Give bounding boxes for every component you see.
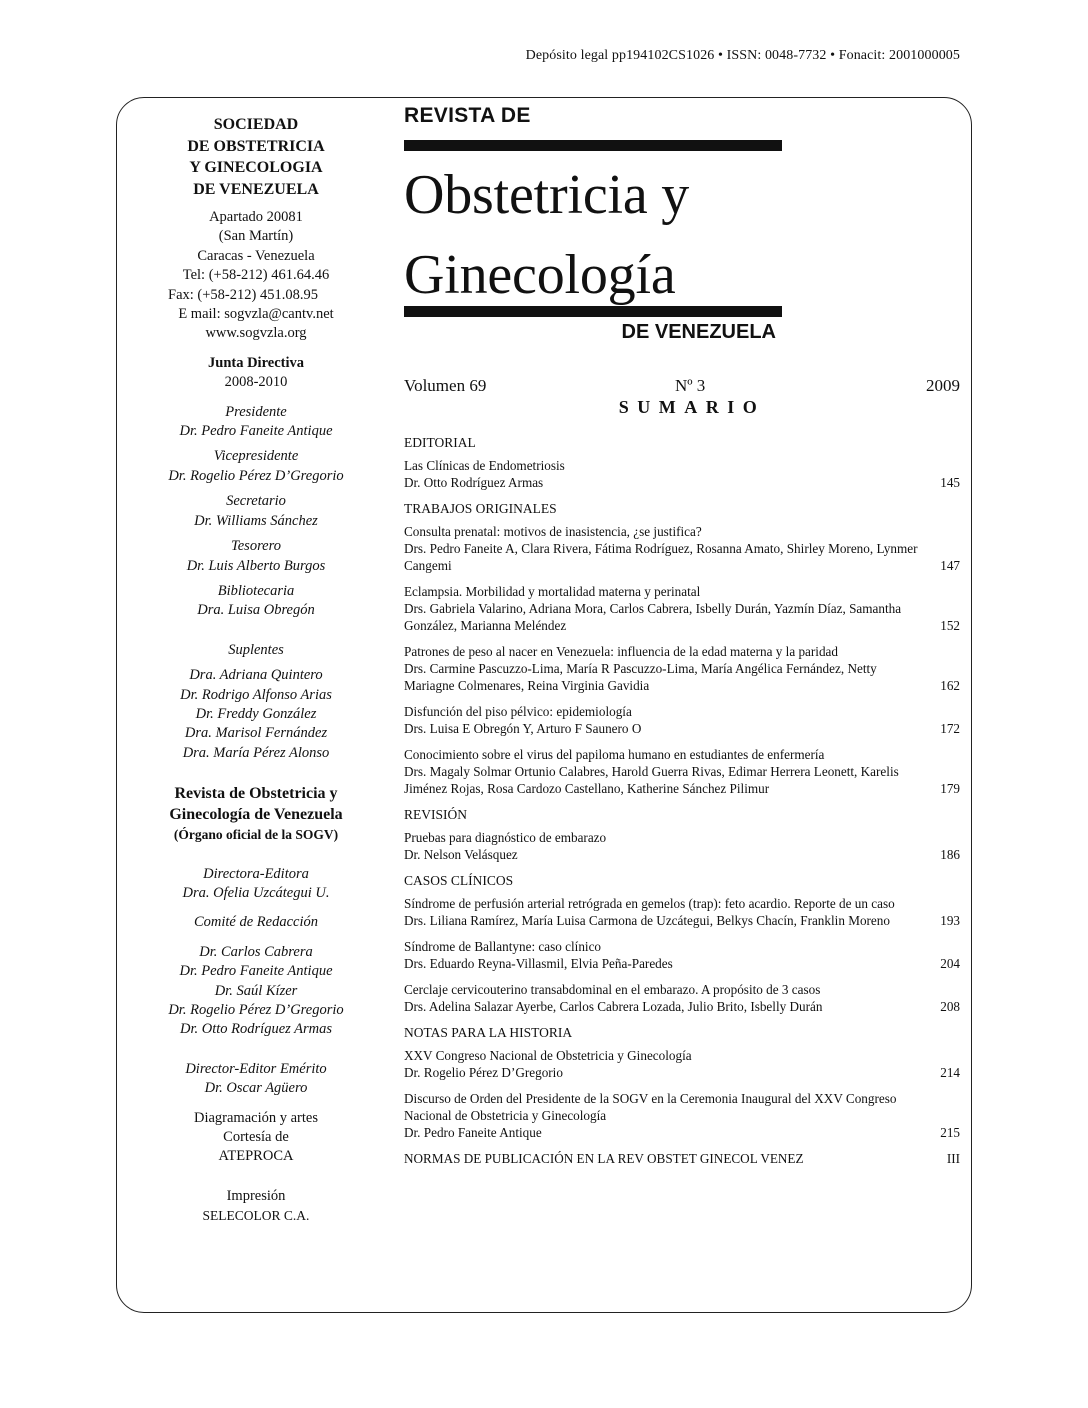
toc-entry-page: 204 — [940, 956, 960, 971]
suplente-name: Dr. Rodrigo Alfonso Arias — [180, 686, 332, 703]
emeritus-role: Director-Editor Emérito — [185, 1060, 327, 1077]
toc-section-heading: REVISIÓN — [404, 807, 467, 822]
masthead-title-line1: Obstetricia y — [404, 164, 690, 226]
toc-entry-title: Las Clínicas de Endometriosis — [404, 458, 565, 473]
officer-role: Presidente — [225, 403, 287, 420]
committee-member: Dr. Rogelio Pérez D’Gregorio — [168, 1002, 344, 1018]
design-credit: Diagramación y artes Cortesía de ATEPROCA — [193, 1109, 318, 1165]
masthead-bottom-bar — [404, 306, 782, 317]
contact-line: Fax: (+58-212) 451.08.95 — [168, 286, 318, 303]
toc-entry-title: Patrones de peso al nacer en Venezuela: influencia de la edad materna y la paridad — [404, 644, 839, 659]
toc-entry — [404, 829, 960, 863]
masthead-revista-de: REVISTA DE — [404, 104, 531, 127]
toc-entry — [404, 523, 960, 574]
toc-entry — [404, 457, 960, 491]
committee-member: Dr. Saúl Kízer — [214, 982, 298, 999]
contact-line: Tel: (+58-212) 461.64.46 — [182, 267, 330, 284]
toc-entry — [404, 1047, 960, 1081]
toc-entry-page: 145 — [940, 475, 960, 490]
toc-entry — [404, 981, 960, 1015]
toc-section-heading: EDITORIAL — [404, 435, 476, 450]
officer-name: Dr. Williams Sánchez — [194, 512, 318, 529]
suplente-name: Dra. Marisol Fernández — [184, 725, 328, 742]
masthead-title-line2: Ginecología — [404, 244, 676, 306]
board-years: 2008-2010 — [224, 374, 288, 391]
suplente-name: Dra. Adriana Quintero — [189, 667, 323, 684]
toc-entry-page: 186 — [940, 847, 960, 862]
printing-title: Impresión — [226, 1187, 286, 1204]
toc-entry-title: Disfunción del piso pélvico: epidemiología — [404, 704, 632, 719]
toc-entry-page: 208 — [940, 999, 960, 1014]
toc-entry-title: Síndrome de perfusión arterial retrógrada en gemelos (trap): feto acardio. Reporte de un caso — [404, 896, 895, 911]
toc-entry-authors: Dr. Otto Rodríguez Armas — [404, 475, 544, 490]
toc-entry-authors: Drs. Gabriela Valarino, Adriana Mora, Carlos Cabrera, Isbelly Durán, Yazmín Díaz, Samantha González, Marianna Meléndez — [404, 601, 902, 633]
toc-entry — [404, 1090, 960, 1141]
journal-name: Revista de Obstetricia y Ginecología de Venezuela — [169, 785, 343, 824]
issue-volume: Volumen 69 — [404, 376, 487, 395]
toc-section-heading: NOTAS PARA LA HISTORIA — [404, 1025, 573, 1040]
committee-member: Dr. Carlos Cabrera — [199, 943, 313, 960]
toc-entry-page: 193 — [940, 913, 960, 928]
issue-number: Nº 3 — [675, 376, 706, 395]
editor-role: Directora-Editora — [203, 865, 309, 882]
toc-entry — [404, 895, 960, 929]
toc-entry-page: 214 — [940, 1065, 960, 1080]
toc-entry-page: 215 — [940, 1125, 960, 1140]
officer-name: Dra. Luisa Obregón — [197, 602, 315, 619]
committee-member: Dr. Pedro Faneite Antique — [179, 963, 333, 980]
contact-line: (San Martín) — [218, 228, 294, 245]
society-name: SOCIEDAD DE OBSTETRICIA Y GINECOLOGIA DE VENEZUELA — [187, 116, 325, 198]
society-contact — [120, 208, 392, 344]
board-title: Junta Directiva — [208, 354, 304, 371]
toc-entry — [404, 703, 960, 737]
contact-website: www.sogvzla.org — [205, 325, 307, 342]
editor-name: Dra. Ofelia Uzcátegui U. — [182, 884, 330, 901]
toc-entry-title: Discurso de Orden del Presidente de la SOGV en la Ceremonia Inaugural del XXV Congreso Nacional de Obstetricia y Ginecología — [404, 1091, 897, 1123]
officer-role: Secretario — [226, 493, 286, 510]
table-of-contents — [404, 434, 960, 1173]
toc-entry-title: Pruebas para diagnóstico de embarazo — [404, 830, 607, 845]
toc-entry-title: Consulta prenatal: motivos de inasistencia, ¿se justifica? — [404, 524, 702, 539]
toc-entry-title: Eclampsia. Morbilidad y mortalidad materna y perinatal — [404, 584, 701, 599]
toc-entry-authors: Drs. Adelina Salazar Ayerbe, Carlos Cabrera Lozada, Julio Brito, Isbelly Durán — [404, 999, 823, 1014]
masthead-de-venezuela: DE VENEZUELA — [621, 321, 776, 343]
contact-line: Caracas - Venezuela — [197, 247, 315, 264]
toc-entry-title: XXV Congreso Nacional de Obstetricia y Ginecología — [404, 1048, 692, 1063]
toc-entry-page: 179 — [940, 781, 960, 796]
printing-name: SELECOLOR C.A. — [202, 1208, 310, 1224]
sidebar — [120, 114, 392, 1226]
officer-name: Dr. Luis Alberto Burgos — [186, 557, 326, 574]
toc-entry-page: 152 — [940, 618, 960, 633]
legal-line: Depósito legal pp194102CS1026 • ISSN: 0048-7732 • Fonacit: 2001000005 — [525, 48, 960, 63]
toc-entry-page: 147 — [940, 558, 960, 573]
journal-organ: (Órgano oficial de la SOGV) — [173, 827, 339, 843]
toc-entry-authors: Drs. Eduardo Reyna-Villasmil, Elvia Peña-Paredes — [404, 956, 673, 971]
masthead-top-bar — [404, 140, 782, 151]
toc-entry-authors: Dr. Pedro Faneite Antique — [404, 1125, 542, 1140]
toc-entry-page: 162 — [940, 678, 960, 693]
issue-year: 2009 — [926, 376, 960, 395]
toc-entry — [404, 643, 960, 694]
officer-name: Dr. Rogelio Pérez D’Gregorio — [168, 467, 344, 484]
toc-entry-authors: Drs. Liliana Ramírez, María Luisa Carmona de Uzcátegui, Belkys Chacín, Franklin Moreno — [404, 913, 890, 928]
toc-entry — [404, 583, 960, 634]
suplente-name: Dra. María Pérez Alonso — [182, 744, 330, 761]
toc-entry-authors: Dr. Nelson Velásquez — [404, 847, 518, 862]
officer-role: Vicepresidente — [213, 448, 299, 465]
toc-final-entry-page: III — [946, 1151, 960, 1166]
toc-entry — [404, 938, 960, 972]
toc-final-entry — [404, 1150, 960, 1167]
officer-role: Bibliotecaria — [217, 582, 295, 599]
toc-entry-authors: Drs. Carmine Pascuzzo-Lima, María R Pascuzzo-Lima, María Angélica Fernández, Netty Mariagne Colmenares, Reina Virginia Gavidia — [404, 661, 877, 693]
contact-line: Apartado 20081 — [209, 209, 303, 225]
toc-entry-title: Conocimiento sobre el virus del papiloma humano en estudiantes de enfermería — [404, 747, 825, 762]
toc-entry-authors: Drs. Luisa E Obregón Y, Arturo F Saunero O — [404, 721, 642, 736]
toc-entry-authors: Drs. Magaly Solmar Ortunio Calabres, Harold Guerra Rivas, Edimar Herrera Leonett, Karelis Jiménez Rojas, Rosa Cardozo Castellano, Katherine Sánchez Pilimur — [404, 764, 899, 796]
officer-role: Tesorero — [231, 538, 281, 555]
sumario-heading: SUMARIO — [618, 397, 766, 417]
toc-entry-title: Síndrome de Ballantyne: caso clínico — [404, 939, 602, 954]
suplentes-title: Suplentes — [228, 641, 284, 658]
toc-entry-page: 172 — [940, 721, 960, 736]
toc-entry-authors: Drs. Pedro Faneite A, Clara Rivera, Fátima Rodríguez, Rosanna Amato, Shirley Moreno, Lynmer Cangemi — [404, 541, 918, 573]
toc-section-heading: TRABAJOS ORIGINALES — [404, 501, 557, 516]
emeritus-name: Dr. Oscar Agüero — [204, 1080, 308, 1097]
committee-member: Dr. Otto Rodríguez Armas — [180, 1021, 332, 1038]
contact-email: E mail: sogvzla@cantv.net — [178, 306, 334, 323]
toc-entry-authors: Dr. Rogelio Pérez D’Gregorio — [404, 1065, 563, 1080]
toc-entry-title: Cerclaje cervicouterino transabdominal en el embarazo. A propósito de 3 casos — [404, 982, 821, 997]
toc-final-entry-title: NORMAS DE PUBLICACIÓN EN LA REV OBSTET GINECOL VENEZ — [404, 1151, 804, 1166]
suplente-name: Dr. Freddy González — [195, 705, 317, 722]
toc-section-heading: CASOS CLÍNICOS — [404, 873, 514, 888]
committee-title: Comité de Redacción — [193, 914, 318, 931]
officer-name: Dr. Pedro Faneite Antique — [179, 423, 333, 440]
toc-entry — [404, 746, 960, 797]
